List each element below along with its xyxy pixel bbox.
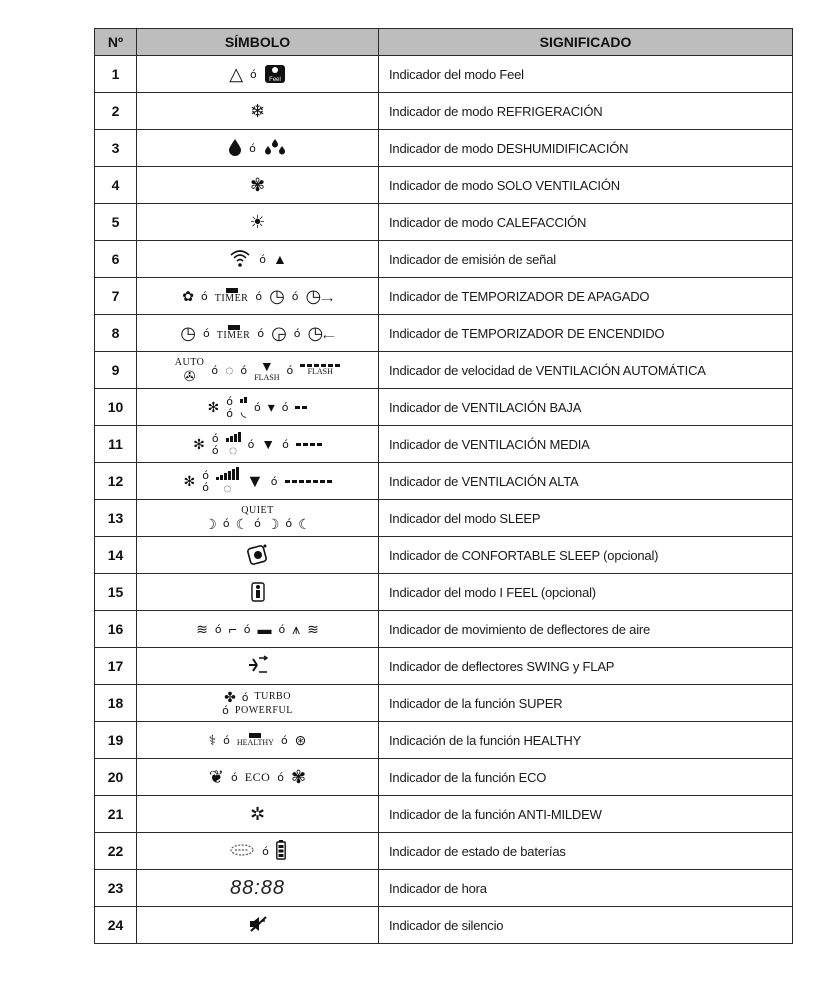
table-row [95, 130, 793, 167]
symbol-cell [137, 500, 379, 537]
meaning-cell: Indicación de la función HEALTHY [379, 722, 793, 759]
powerful-row [222, 705, 293, 716]
or-separator: ó [259, 252, 266, 266]
meaning-cell: Indicador de emisión de señal [379, 241, 793, 278]
clock-off-icon: ◷ [269, 286, 285, 306]
symbol-cell [137, 611, 379, 648]
timer-label: TIMER [216, 330, 251, 341]
fan-speed-bars-low-icon [240, 397, 247, 403]
or-separator: ó [247, 437, 255, 451]
or-separator: ó [253, 400, 261, 414]
table-row [95, 870, 793, 907]
table-row [95, 167, 793, 204]
meaning-cell: Indicador de deflectores SWING y FLAP [379, 648, 793, 685]
row-number: 19 [95, 722, 137, 759]
row-number: 14 [95, 537, 137, 574]
mid-bars-group [226, 432, 241, 457]
table-row [95, 796, 793, 833]
row-number: 21 [95, 796, 137, 833]
meaning-cell: Indicador de movimiento de deflectores de aire [379, 611, 793, 648]
meaning-cell: Indicador de VENTILACIÓN BAJA [379, 389, 793, 426]
table-row [95, 426, 793, 463]
super-fan-icon: ✤ [224, 689, 236, 705]
or-separator: ó [293, 326, 301, 340]
symbol-cell [137, 204, 379, 241]
meaning-cell: Indicador de hora [379, 870, 793, 907]
meaning-cell: Indicador de la función SUPER [379, 685, 793, 722]
table-row [95, 685, 793, 722]
header-num: Nº [95, 29, 137, 56]
or-separator: ó [243, 622, 251, 636]
symbol-cell [137, 574, 379, 611]
turbo-row [224, 690, 291, 704]
or-separator: ó [222, 704, 229, 717]
battery-dotted-icon [229, 843, 255, 859]
healthy-circle-icon: ⊛ [294, 732, 307, 748]
row-number: 16 [95, 611, 137, 648]
symbol-cell [137, 648, 379, 685]
row-number: 6 [95, 241, 137, 278]
row-number: 9 [95, 352, 137, 389]
or-separator: ó [203, 326, 210, 340]
flash-bar-group [254, 359, 279, 382]
row-number: 15 [95, 574, 137, 611]
fan-dashes-high-icon [285, 480, 332, 483]
clock-arrow-left-icon: ◷⟵ [307, 323, 335, 343]
turbo-label: TURBO [254, 691, 291, 702]
water-drops-icon [263, 138, 287, 159]
header-meaning: SIGNIFICADO [379, 29, 793, 56]
meaning-cell: Indicador de velocidad de VENTILACIÓN AUTOMÁTICA [379, 352, 793, 389]
meaning-cell: Indicador de la función ANTI-MILDEW [379, 796, 793, 833]
or-separator: ó [226, 394, 233, 408]
healthy-label-group [237, 733, 274, 747]
flash-dash-group [300, 364, 340, 376]
table-row [95, 500, 793, 537]
timer-label-group [215, 288, 249, 304]
low-fan-stack [226, 396, 233, 419]
feel-label: Feel [268, 76, 281, 83]
symbol-cell [137, 685, 379, 722]
timer-label-group [217, 325, 251, 341]
or-separator: ó [226, 406, 233, 420]
fan-wedge-high-icon: ▼ [245, 471, 264, 491]
high-bars-group [216, 467, 239, 495]
sleep-icons-row [204, 517, 310, 531]
moon-face-icon: ☾ [235, 515, 249, 532]
header-symbol: SÍMBOLO [137, 29, 379, 56]
row-number: 11 [95, 426, 137, 463]
meaning-cell: Indicador del modo Feel [379, 56, 793, 93]
symbol-cell [137, 130, 379, 167]
row-number: 24 [95, 907, 137, 944]
table-row [95, 241, 793, 278]
row-number: 23 [95, 870, 137, 907]
off-timer-icon: ✿ [182, 288, 194, 304]
symbol-cell [137, 167, 379, 204]
table-row [95, 315, 793, 352]
symbol-cell [137, 722, 379, 759]
table-row [95, 352, 793, 389]
healthy-person-icon: ⚕ [208, 732, 217, 748]
or-separator: ó [214, 622, 222, 636]
clock-on-alt-icon: ◶ [271, 323, 287, 343]
indicator-legend-table [94, 28, 793, 944]
moon-dotted-icon: ☽ [204, 515, 217, 532]
symbol-cell [137, 907, 379, 944]
anti-mildew-gear-icon: ✲ [249, 804, 266, 824]
table-row [95, 278, 793, 315]
row-number: 10 [95, 389, 137, 426]
or-separator: ó [223, 733, 230, 747]
meaning-cell: Indicador de CONFORTABLE SLEEP (opcional) [379, 537, 793, 574]
or-separator: ó [240, 363, 248, 377]
deflector-fan-left-icon: ≋ [196, 621, 208, 637]
fan-small-icon: ✻ [183, 473, 196, 489]
meaning-cell: Indicador de modo SOLO VENTILACIÓN [379, 167, 793, 204]
row-number: 7 [95, 278, 137, 315]
flash-label: FLASH [307, 367, 333, 376]
i-feel-person-icon [251, 580, 265, 605]
clock-arrow-right-icon: ◷⟶ [305, 286, 333, 306]
flash-label: FLASH [254, 372, 280, 382]
or-separator: ó [277, 770, 284, 784]
auto-fan-group [175, 358, 205, 383]
row-number: 20 [95, 759, 137, 796]
mute-icon [248, 915, 268, 936]
or-separator: ó [282, 437, 289, 451]
row-number: 8 [95, 315, 137, 352]
partial-cycle-icon: ◌ [228, 441, 238, 458]
symbol-cell [137, 759, 379, 796]
fan-wedge-low-icon: ▾ [267, 399, 275, 415]
snowflake-icon: ❄ [249, 101, 266, 121]
clock-digits: 88:88 [229, 877, 286, 899]
moon-crescent-icon: ☽ [266, 515, 280, 532]
fan-icon: ✾ [249, 175, 266, 195]
fan-wedge-mid-icon: ▼ [261, 436, 276, 452]
or-separator: ó [222, 517, 230, 530]
table-row [95, 907, 793, 944]
meaning-cell: Indicador de VENTILACIÓN ALTA [379, 463, 793, 500]
eco-label: ECO [244, 770, 271, 784]
or-separator: ó [262, 844, 269, 858]
table-row [95, 56, 793, 93]
auto-fan-icon: ✇ [183, 367, 196, 384]
or-separator: ó [254, 517, 261, 530]
comfortable-sleep-icon [247, 543, 269, 568]
table-row [95, 204, 793, 241]
meaning-cell: Indicador de TEMPORIZADOR DE ENCENDIDO [379, 315, 793, 352]
moon-small-icon: ☾ [298, 515, 311, 532]
fan-dashes-mid-icon [296, 443, 322, 446]
or-separator: ó [211, 431, 219, 445]
meaning-cell: Indicador del modo SLEEP [379, 500, 793, 537]
or-separator: ó [278, 622, 286, 636]
table-row [95, 611, 793, 648]
symbol-cell [137, 389, 379, 426]
symbol-cell [137, 870, 379, 907]
row-number: 1 [95, 56, 137, 93]
symbol-cell [137, 56, 379, 93]
table-row [95, 463, 793, 500]
row-number: 17 [95, 648, 137, 685]
or-separator: ó [201, 289, 208, 303]
table-row [95, 722, 793, 759]
triangle-filled-icon: ▲ [272, 251, 287, 267]
auto-label: AUTO [174, 356, 205, 368]
meaning-cell: Indicador de TEMPORIZADOR DE APAGADO [379, 278, 793, 315]
table-row [95, 537, 793, 574]
meaning-cell: Indicador de modo DESHUMIDIFICACIÓN [379, 130, 793, 167]
meaning-cell: Indicador de silencio [379, 907, 793, 944]
or-separator: ó [286, 363, 294, 377]
meaning-cell: Indicador de modo REFRIGERACIÓN [379, 93, 793, 130]
symbol-cell [137, 426, 379, 463]
quiet-label: QUIET [241, 504, 274, 516]
healthy-label: HEALTHY [236, 738, 274, 747]
symbol-cell [137, 315, 379, 352]
water-drop-icon [228, 138, 242, 159]
meaning-cell: Indicador de estado de baterías [379, 833, 793, 870]
row-number: 22 [95, 833, 137, 870]
row-number: 18 [95, 685, 137, 722]
triangle-outline-icon: △ [229, 64, 244, 84]
cycle-icon: ◌ [225, 362, 234, 378]
or-separator: ó [255, 289, 263, 303]
timer-label: TIMER [214, 293, 249, 304]
row-number: 4 [95, 167, 137, 204]
or-separator: ó [231, 770, 238, 784]
clock-on-icon: ◷ [180, 323, 196, 343]
cycle-small-icon: ◌ [223, 480, 232, 496]
row-number: 5 [95, 204, 137, 241]
or-separator: ó [202, 468, 209, 482]
table-row [95, 648, 793, 685]
row-number: 2 [95, 93, 137, 130]
or-separator: ó [211, 443, 219, 457]
fan-speed-wedge-icon: ▼ [259, 357, 274, 374]
symbol-cell [137, 352, 379, 389]
symbol-cell [137, 796, 379, 833]
or-separator: ó [280, 733, 288, 747]
table-row [95, 833, 793, 870]
or-separator: ó [291, 289, 299, 303]
row-number: 12 [95, 463, 137, 500]
or-separator: ó [202, 480, 209, 494]
eco-leaf-person-icon: ❦ [208, 767, 225, 787]
table-row [95, 93, 793, 130]
low-bars-group [240, 397, 247, 418]
symbol-cell [137, 833, 379, 870]
row-number: 13 [95, 500, 137, 537]
fan-dashes-low-icon [295, 406, 307, 409]
meaning-cell: Indicador de VENTILACIÓN MEDIA [379, 426, 793, 463]
row-number: 3 [95, 130, 137, 167]
fan-small-icon: ✻ [207, 399, 220, 415]
or-separator: ó [250, 67, 257, 81]
feel-person-icon [264, 62, 286, 87]
symbol-cell [137, 537, 379, 574]
symbol-cell [137, 463, 379, 500]
or-separator: ó [249, 141, 256, 155]
battery-icon [276, 840, 286, 863]
or-separator: ó [241, 690, 249, 704]
deflector-angle-icon: ⌐ [228, 621, 237, 637]
or-separator: ó [211, 363, 219, 377]
table-row [95, 389, 793, 426]
symbol-cell [137, 278, 379, 315]
fan-speed-bars-mid-icon [226, 432, 241, 442]
deflector-fan-right-icon: ≋ [307, 621, 319, 637]
eco-plant-icon: ✾ [290, 767, 307, 787]
deflector-flat-icon: ▬ [257, 621, 272, 637]
or-separator: ó [285, 517, 293, 530]
meaning-cell: Indicador de modo CALEFACCIÓN [379, 204, 793, 241]
header-row [95, 29, 793, 56]
sun-icon: ☀ [249, 212, 266, 232]
fan-speed-bars-high-icon [216, 467, 239, 480]
meaning-cell: Indicador de la función ECO [379, 759, 793, 796]
or-separator: ó [281, 400, 289, 414]
symbol-cell [137, 93, 379, 130]
or-separator: ó [270, 474, 278, 488]
powerful-label: POWERFUL [234, 704, 293, 716]
table-row [95, 574, 793, 611]
or-separator: ó [257, 326, 265, 340]
mid-fan-stack [212, 433, 219, 456]
symbol-cell [137, 241, 379, 278]
meaning-cell: Indicador del modo I FEEL (opcional) [379, 574, 793, 611]
deflector-fan-down-icon: ⩚ [292, 621, 301, 637]
fan-small-icon: ✻ [193, 436, 205, 452]
signal-waves-icon [228, 249, 252, 270]
swing-flap-icon [247, 655, 269, 678]
high-fan-stack [202, 470, 209, 493]
half-cycle-icon: ◟ [240, 402, 247, 419]
table-row [95, 759, 793, 796]
